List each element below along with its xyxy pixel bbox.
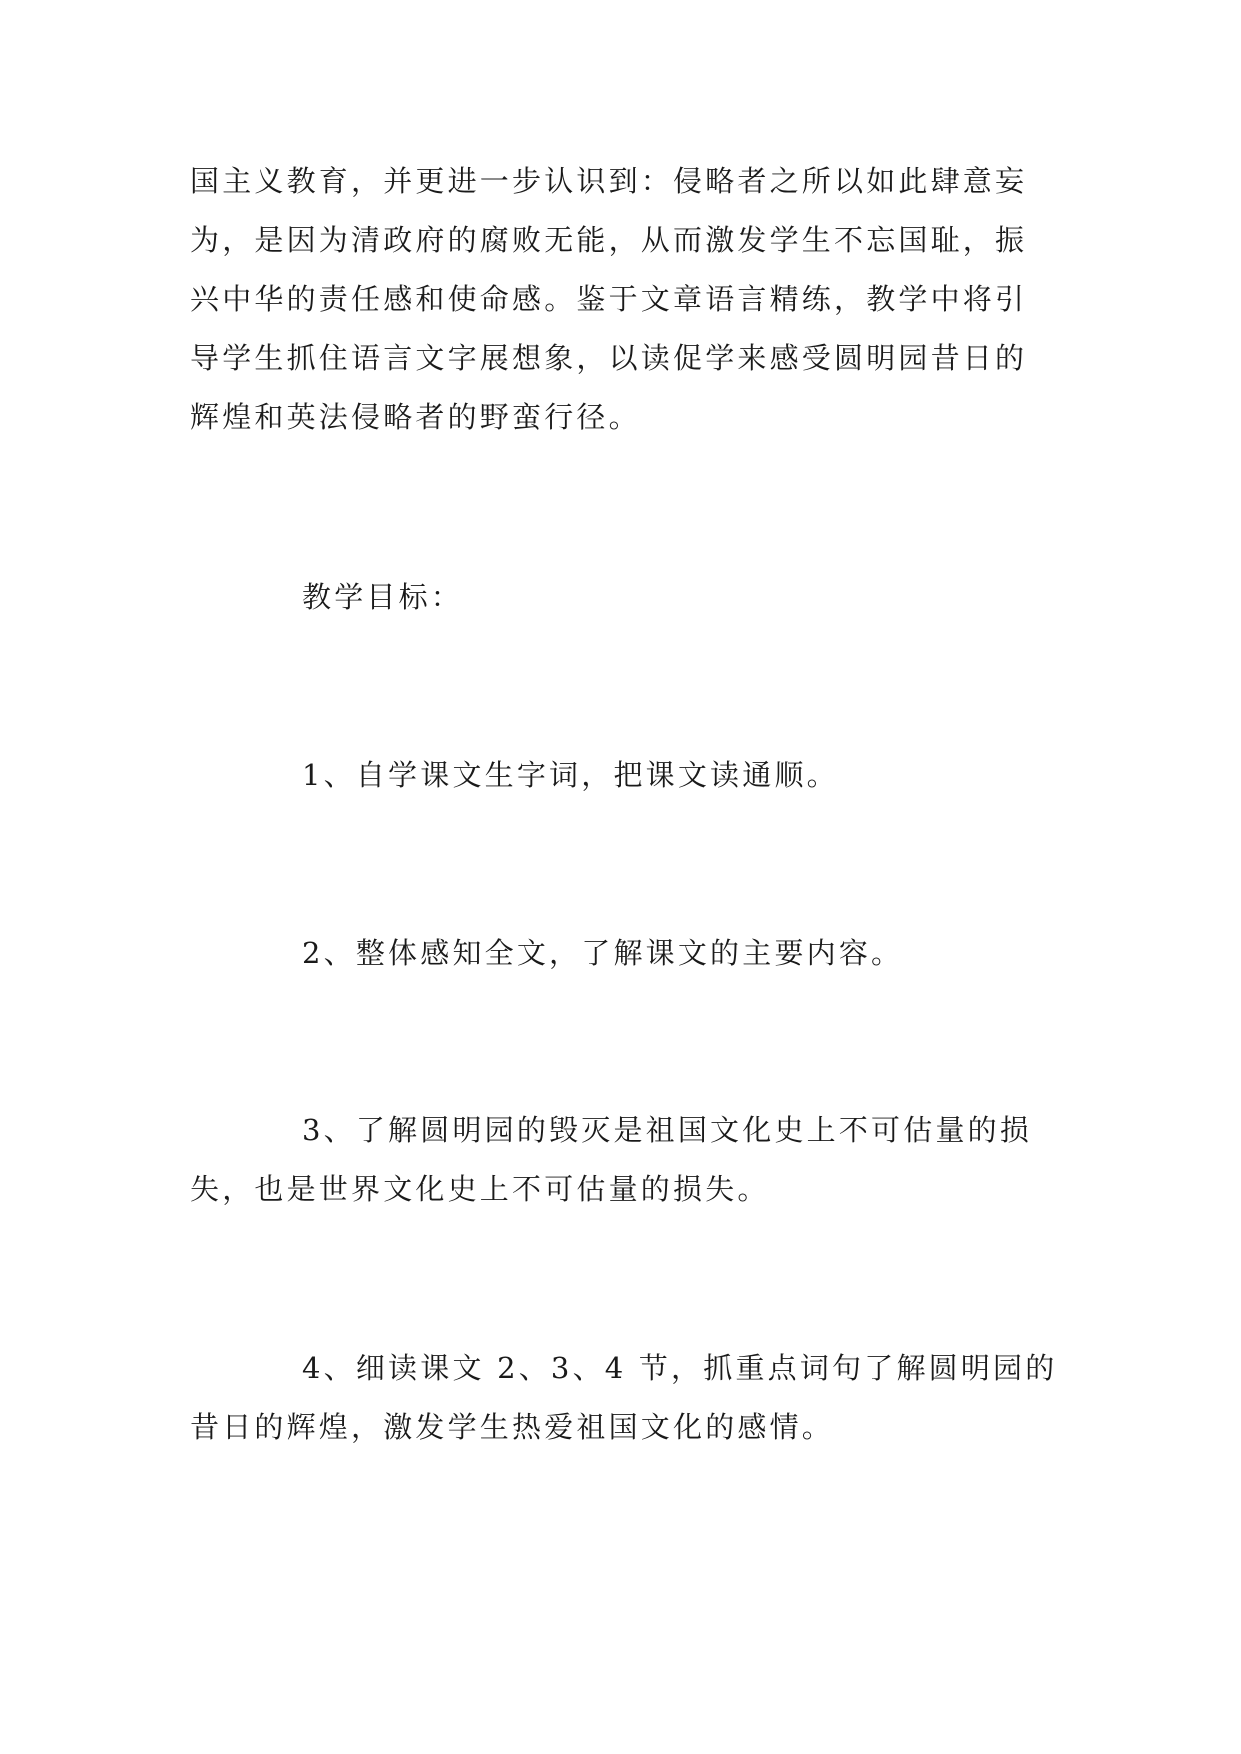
intro-line: 辉煌和英法侵略者的野蛮行径。 xyxy=(190,400,641,434)
intro-paragraph xyxy=(190,152,1050,447)
intro-line: 国主义教育，并更进一步认识到：侵略者之所以如此肆意妄 xyxy=(190,164,1028,198)
goal-line: 2、整体感知全文，了解课文的主要内容。 xyxy=(302,936,904,970)
section-heading-text: 教学目标： xyxy=(302,580,464,614)
goal-line: 失，也是世界文化史上不可估量的损失。 xyxy=(190,1172,770,1206)
intro-line: 为，是因为清政府的腐败无能，从而激发学生不忘国耻，振 xyxy=(190,223,1028,257)
intro-line: 导学生抓住语言文字展想象，以读促学来感受圆明园昔日的 xyxy=(190,341,1028,375)
goal-item-2 xyxy=(302,924,1162,983)
goal-line: 4、细读课文 2、3、4 节，抓重点词句了解圆明园的 xyxy=(302,1351,1058,1385)
goal-line: 昔日的辉煌，激发学生热爱祖国文化的感情。 xyxy=(190,1410,835,1444)
intro-line: 兴中华的责任感和使命感。鉴于文章语言精练，教学中将引 xyxy=(190,282,1028,316)
section-heading xyxy=(302,568,1162,627)
goal-item-1 xyxy=(302,746,1162,805)
goal-line: 3、了解圆明园的毁灭是祖国文化史上不可估量的损 xyxy=(302,1113,1033,1147)
goal-item-4 xyxy=(190,1339,1058,1457)
goal-item-3 xyxy=(190,1101,1050,1219)
goal-line: 1、自学课文生字词，把课文读通顺。 xyxy=(302,758,839,792)
